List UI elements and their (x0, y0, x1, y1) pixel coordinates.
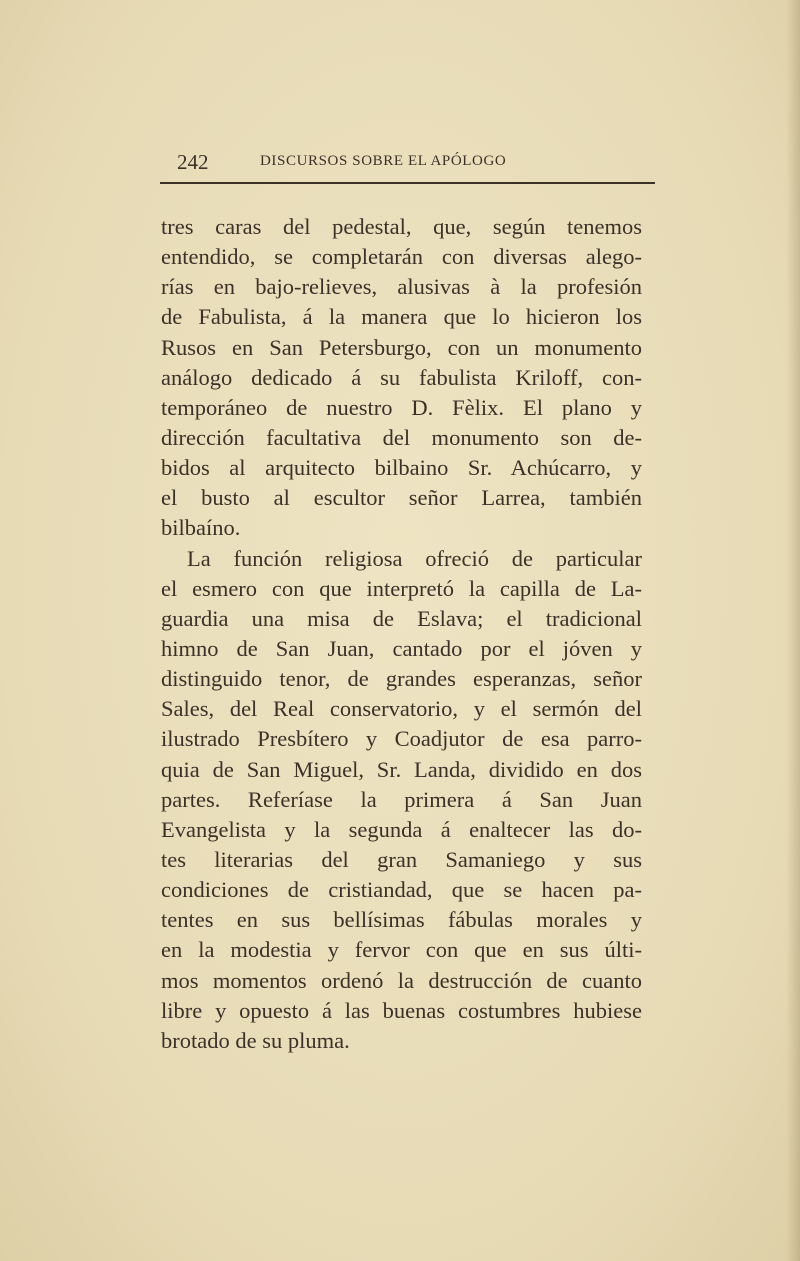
text-line: brotado de su pluma. (161, 1027, 350, 1053)
text-line: libre y opuesto á las buenas costumbres hubiese (161, 997, 642, 1023)
text-line: dirección facultativa del monumento son de- (161, 424, 642, 450)
text-line: partes. Referíase la primera á San Juan (161, 786, 642, 812)
text-line: mos momentos ordenó la destrucción de cuanto (161, 967, 642, 993)
page-number: 242 (177, 150, 209, 174)
text-line: rías en bajo-relieves, alusivas à la profesión (161, 274, 642, 300)
text-line: tes literarias del gran Samaniego y sus (161, 846, 642, 872)
text-line: ilustrado Presbítero y Coadjutor de esa parro- (161, 726, 642, 752)
text-line: distinguido tenor, de grandes esperanzas, señor (161, 666, 642, 692)
text-line: el esmero con que interpretó la capilla de La- (161, 575, 642, 601)
text-line: himno de San Juan, cantado por el jóven y (161, 635, 642, 661)
text-line: Evangelista y la segunda á enaltecer las do- (161, 816, 642, 842)
text-line: bilbaíno. (161, 515, 241, 541)
text-line: Rusos en San Petersburgo, con un monumento (161, 334, 642, 360)
text-line: el busto al escultor señor Larrea, también (161, 485, 642, 511)
header-rule (160, 182, 655, 184)
text-line: análogo dedicado á su fabulista Kriloff, con- (161, 364, 642, 390)
body-text (161, 212, 642, 1056)
text-line: guardia una misa de Eslava; el tradicional (161, 605, 642, 631)
text-line: Sales, del Real conservatorio, y el sermón del (161, 696, 642, 722)
page-edge-shadow (786, 0, 800, 1261)
text-line: condiciones de cristiandad, que se hacen pa- (161, 877, 642, 903)
text-line: temporáneo de nuestro D. Fèlix. El plano y (161, 394, 642, 420)
text-line: entendido, se completarán con diversas alego- (161, 244, 642, 270)
text-line: quia de San Miguel, Sr. Landa, dividido en dos (161, 756, 642, 782)
text-line: en la modestia y fervor con que en sus últi- (161, 937, 642, 963)
text-line: tres caras del pedestal, que, según tenemos (161, 214, 642, 239)
running-title: DISCURSOS SOBRE EL APÓLOGO (260, 153, 507, 169)
text-line: La función religiosa ofreció de particular (187, 545, 642, 571)
text-line: bidos al arquitecto bilbaino Sr. Achúcarro, y (161, 455, 642, 481)
text-line: de Fabulista, á la manera que lo hicieron los (161, 304, 642, 330)
text-line: tentes en sus bellísimas fábulas morales y (161, 907, 642, 933)
